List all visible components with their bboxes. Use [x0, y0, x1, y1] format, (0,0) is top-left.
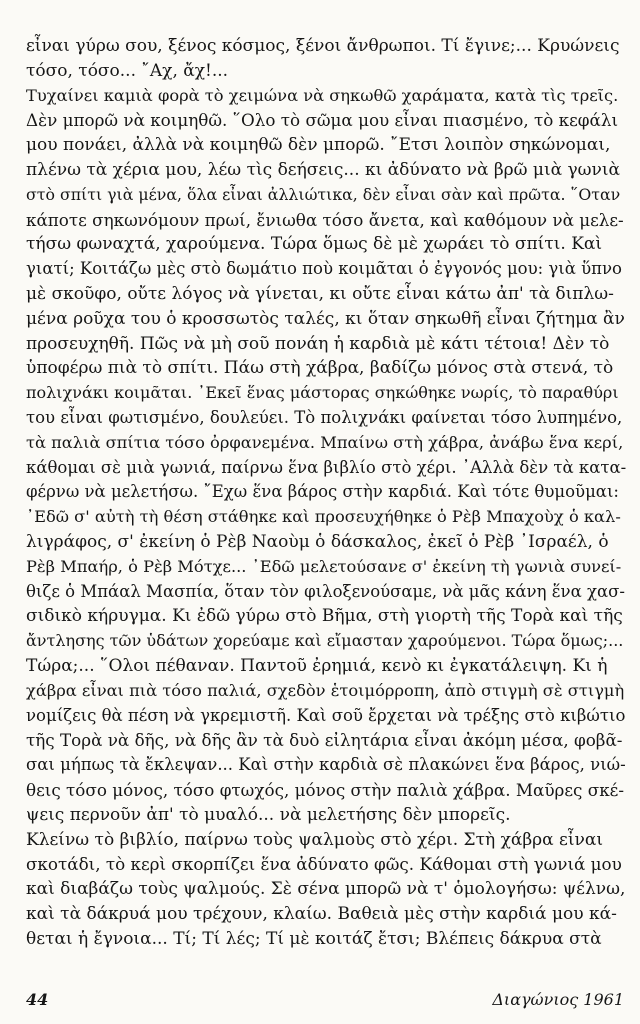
text-line: τήσω φωναχτά, χαρούμενα. Τώρα ὅμως δὲ μὲ χωράει τὸ σπίτι. Καὶ: [26, 234, 603, 255]
text-line: ψεις περνοῦν ἀπ' τὸ μυαλό... νὰ μελετήσης δὲν μπορεῖς.: [26, 804, 511, 825]
text-line: θεις τόσο μόνος, τόσο φτωχός, μόνος στὴν παλιὰ χάβρα. Μαῦρες σκέ-: [26, 779, 624, 800]
text-line: κάθομαι σὲ μιὰ γωνιά, παίρνω ἕνα βιβλίο στὸ χέρι. ᾿Αλλὰ δὲν τὰ κατα-: [26, 457, 626, 477]
page-number: 44: [26, 990, 49, 1009]
text-line: κάποτε σηκωνόμουν πρωί, ἔνιωθα τόσο ἄνετα, καὶ καθόμουν νὰ μελε-: [26, 209, 624, 230]
text-line: Ρὲβ Μπαήρ, ὁ Ρὲβ Μότχε... ᾿Εδῶ μελετούσανε σ' ἐκείνη τὴ γωνιὰ συνεί-: [26, 556, 622, 576]
text-line: νομίζεις θὰ πέση νὰ γκρεμιστῆ. Καὶ σοῦ ἔρχεται νὰ τρέξης στὸ κιβώτιο: [26, 705, 626, 725]
text-line: λιγράφος, σ' ἐκείνη ὁ Ρὲβ Ναοὺμ ὁ δάσκαλος, ἐκεῖ ὁ Ρὲβ ᾿Ισραέλ, ὁ: [26, 531, 609, 552]
text-line: προσευχηθῆ. Πῶς νὰ μὴ σοῦ πονάη ἡ καρδιὰ μὲ κάτι τέτοια! Δὲν τὸ: [26, 333, 610, 354]
text-line: καὶ τὰ δάκρυά μου τρέχουν, κλαίω. Βαθειὰ μὲς στὴν καρδιά μου κά-: [26, 903, 617, 924]
text-line: καὶ διαβάζω τοὺς ψαλμούς. Σὲ σένα μπορῶ νὰ τ' ὁμολογήσω: ψέλνω,: [26, 879, 626, 900]
text-line: σκοτάδι, τὸ κερὶ σκορπίζει ἕνα ἀδύνατο φῶς. Κάθομαι στὴ γωνιά μου: [26, 854, 622, 875]
text-line: πολιχνάκι κοιμᾶται. ᾿Εκεῖ ἕνας μάστορας σηκώθηκε νωρίς, τὸ παραθύρι: [26, 383, 619, 403]
text-line: στὸ σπίτι γιὰ μένα, ὅλα εἶναι ἀλλιώτικα, δὲν εἶναι σὰν καὶ πρῶτα. ῞Οταν: [26, 184, 621, 204]
text-line: εἶναι γύρω σου, ξένος κόσμος, ξένοι ἄνθρωποι. Τί ἔγινε;... Κρυώνεις: [26, 36, 620, 56]
text-line: μου πονάει, ἀλλὰ νὰ κοιμηθῶ δὲν μπορῶ. ῎Ετσι λοιπὸν σηκώνομαι,: [26, 135, 611, 156]
text-line: ᾿Εδῶ σ' αὐτὴ τὴ θέση στάθηκε καὶ προσευχήθηκε ὁ Ρὲβ Μπαχοὺχ ὁ καλ-: [26, 507, 621, 527]
text-line: θεται ἡ ἔγνοια... Τί; Τί λές; Τί μὲ κοιτάζ ἔτσι; Βλέπεις δάκρυα στὰ: [26, 928, 602, 949]
text-line: σιδικὸ κήρυγμα. Κι ἐδῶ γύρω στὸ Βῆμα, στὴ γιορτὴ τῆς Τορὰ καὶ τῆς: [26, 606, 623, 627]
text-line: σαι μήπως τὰ ἔκλεψαν... Καὶ στὴν καρδιὰ σὲ πλακώνει ἕνα βάρος, νιώ-: [26, 755, 626, 775]
text-line: του εἶναι φωτισμένο, δουλεύει. Τὸ πολιχνάκι φαίνεται τόσο λυπημένο,: [26, 407, 623, 427]
journal-title: Διαγώνιος 1961: [492, 990, 624, 1009]
text-line: θιζε ὁ Μπάαλ Μασπία, ὅταν τὸν φιλοξενούσαμε, νὰ μᾶς κάνη ἕνα χασ-: [26, 581, 625, 601]
body-text: [26, 34, 626, 951]
text-line: μὲ σκοῦφο, οὔτε λόγος νὰ γίνεται, κι οὔτε εἶναι κάτω ἀπ' τὰ διπλω-: [26, 283, 614, 304]
text-line: Τυχαίνει καμιὰ φορὰ τὸ χειμώνα νὰ σηκωθῶ χαράματα, κατὰ τὶς τρεῖς.: [26, 85, 619, 105]
text-line: φέρνω νὰ μελετήσω. ῎Εχω ἕνα βάρος στὴν καρδιά. Καὶ τότε θυμοῦμαι:: [26, 482, 619, 502]
text-line: Τώρα;... ῞Ολοι πέθαναν. Παντοῦ ἐρημιά, κενὸ κι ἐγκατάλειψη. Κι ἡ: [26, 655, 608, 676]
text-line: τῆς Τορὰ νὰ δῆς, νὰ δῆς ἂν τὰ δυὸ εἰλητάρια εἶναι ἀκόμη μέσα, φοβᾶ-: [26, 730, 623, 751]
text-line: χάβρα εἶναι πιὰ τόσο παλιά, σχεδὸν ἑτοιμόρροπη, ἀπὸ στιγμὴ σὲ στιγμὴ: [26, 680, 625, 700]
text-line: Κλείνω τὸ βιβλίο, παίρνω τοὺς ψαλμοὺς στὸ χέρι. Στὴ χάβρα εἶναι: [26, 829, 604, 850]
page-footer: [26, 990, 624, 1009]
text-line: μένα ροῦχα του ὁ κροσσωτὸς ταλές, κι ὅταν σηκωθῆ εἶναι ζήτημα ἂν: [26, 308, 625, 329]
text-line: ἄντλησης τῶν ὑδάτων χορεύαμε καὶ εἴμασταν χαρούμενοι. Τώρα ὅμως;...: [26, 631, 624, 651]
text-line: τὰ παλιὰ σπίτια τόσο ὀρφανεμένα. Μπαίνω στὴ χάβρα, ἀνάβω ἕνα κερί,: [26, 432, 624, 452]
text-line: τόσο, τόσο... ῎Αχ, ἄχ!...: [26, 60, 229, 81]
text-line: πλένω τὰ χέρια μου, λέω τὶς δεήσεις... κι ἀδύνατο νὰ βρῶ μιὰ γωνιὰ: [26, 159, 621, 180]
text-line: Δὲν μπορῶ νὰ κοιμηθῶ. ῞Ολο τὸ σῶμα μου εἶναι πιασμένο, τὸ κεφάλι: [26, 110, 619, 131]
text-line: ὑποφέρω πιὰ τὸ σπίτι. Πάω στὴ χάβρα, βαδίζω μόνος στὰ στενά, τὸ: [26, 358, 614, 379]
text-line: γιατί; Κοιτάζω μὲς στὸ δωμάτιο ποὺ κοιμᾶται ὁ ἐγγονός μου: γιὰ ὕπνο: [26, 259, 622, 279]
